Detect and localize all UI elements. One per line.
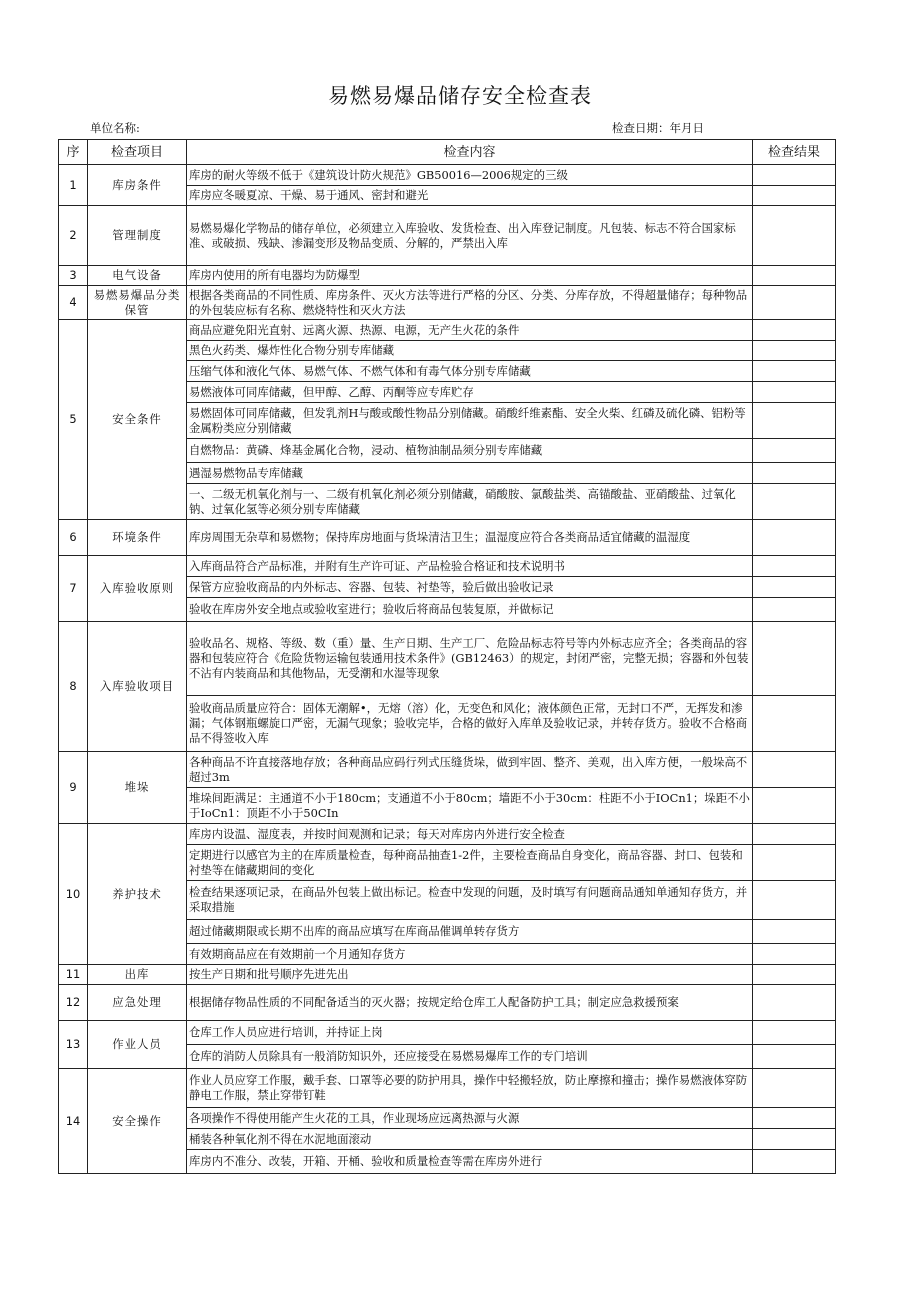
inspection-item: 养护技术 xyxy=(88,824,187,965)
section-number: 8 xyxy=(59,622,88,752)
section-number: 6 xyxy=(59,520,88,556)
section-number: 14 xyxy=(59,1069,88,1174)
inspection-item: 出库 xyxy=(88,965,187,985)
inspection-content: 易燃易爆化学物品的储存单位，必须建立入库验收、发货检查、出入库登记制度。凡包装、标志不符合国家标准、或破损、残缺、渗漏变形及物品变质、分解的，严禁出入库 xyxy=(187,206,753,266)
inspection-result-cell[interactable] xyxy=(753,320,836,341)
section-number: 2 xyxy=(59,206,88,266)
inspection-result-cell[interactable] xyxy=(753,1021,836,1045)
inspection-result-cell[interactable] xyxy=(753,696,836,752)
inspection-result-cell[interactable] xyxy=(753,1045,836,1069)
section-number: 3 xyxy=(59,266,88,286)
inspection-content: 入库商品符合产品标准，并附有生产许可证、产品检验合格证和技术说明书 xyxy=(187,556,753,577)
table-row xyxy=(59,622,836,696)
inspection-result-cell[interactable] xyxy=(753,881,836,920)
header-no: 序 xyxy=(59,140,88,165)
inspection-content: 遇湿易燃物品专库储藏 xyxy=(187,463,753,484)
inspection-content: 堆垛间距满足：主通道不小于180cm；支通道不小于80cm；墙距不小于30cm：柱距不小于IOCn1；垛距不小于IoCn1：顶距不小于50CIn xyxy=(187,788,753,824)
inspection-content: 按生产日期和批号顺序先进先出 xyxy=(187,965,753,985)
inspection-result-cell[interactable] xyxy=(753,186,836,206)
inspection-content: 验收在库房外安全地点或验收室进行；验收后将商品包装复原，并做标记 xyxy=(187,598,753,622)
inspection-result-cell[interactable] xyxy=(753,1150,836,1174)
header-row xyxy=(59,140,836,165)
inspection-result-cell[interactable] xyxy=(753,439,836,463)
table-row xyxy=(59,985,836,1021)
inspection-content: 库房周围无杂草和易燃物；保持库房地面与货垛清洁卫生；温湿度应符合各类商品适宜储藏的温湿度 xyxy=(187,520,753,556)
table-row xyxy=(59,556,836,577)
inspection-result-cell[interactable] xyxy=(753,622,836,696)
table-row xyxy=(59,752,836,788)
table-row xyxy=(59,320,836,341)
inspection-result-cell[interactable] xyxy=(753,1108,836,1129)
inspection-result-cell[interactable] xyxy=(753,577,836,598)
inspection-result-cell[interactable] xyxy=(753,382,836,403)
inspection-content: 超过储藏期限或长期不出库的商品应填写在库商品催调单转存货方 xyxy=(187,920,753,944)
inspection-result-cell[interactable] xyxy=(753,165,836,186)
inspection-content: 库房内设温、湿度表，并按时间观测和记录；每天对库房内外进行安全检查 xyxy=(187,824,753,845)
inspection-result-cell[interactable] xyxy=(753,824,836,845)
inspection-content: 定期进行以感官为主的在库质量检查，每种商品抽查1-2件，主要检查商品自身变化，商品容器、封口、包装和衬垫等在储藏期间的变化 xyxy=(187,845,753,881)
inspection-result-cell[interactable] xyxy=(753,556,836,577)
inspection-content: 商品应避免阳光直射、远离火源、热源、电源，无产生火花的条件 xyxy=(187,320,753,341)
page-title: 易燃易爆品储存安全检查表 xyxy=(328,84,592,108)
section-number: 10 xyxy=(59,824,88,965)
inspection-result-cell[interactable] xyxy=(753,1129,836,1150)
section-number: 5 xyxy=(59,320,88,520)
inspection-result-cell[interactable] xyxy=(753,361,836,382)
inspection-item: 安全操作 xyxy=(88,1069,187,1174)
header-content: 检查内容 xyxy=(187,140,753,165)
inspection-item: 作业人员 xyxy=(88,1021,187,1069)
inspection-result-cell[interactable] xyxy=(753,403,836,439)
inspection-result-cell[interactable] xyxy=(753,520,836,556)
inspection-result-cell[interactable] xyxy=(753,598,836,622)
section-number: 7 xyxy=(59,556,88,622)
inspection-content: 验收品名、规格、等级、数（重）量、生产日期、生产工厂、危险品标志符号等内外标志应齐全；各类商品的容器和包装应符合《危险货物运输包装通用技术条件》(GB12463）的规定，封闭严密，完整无损；容器和外包装不沾有内装商品和其他物品，无受潮和水湿等现象 xyxy=(187,622,753,696)
inspection-item: 库房条件 xyxy=(88,165,187,206)
inspection-content: 库房内不准分、改装，开箱、开桶、验收和质量检查等需在库房外进行 xyxy=(187,1150,753,1174)
inspection-content: 各项操作不得使用能产生火花的工具，作业现场应远离热源与火源 xyxy=(187,1108,753,1129)
inspection-result-cell[interactable] xyxy=(753,965,836,985)
table-row xyxy=(59,165,836,186)
inspection-content: 验收商品质量应符合：固体无潮解•，无熔（溶）化，无变色和风化；液体颜色正常，无封口不严，无挥发和渗漏；气体钢瓶螺旋口严密，无漏气现象；验收完毕，合格的做好入库单及验收记录，并转存货方。验收不合格商品不得签收入库 xyxy=(187,696,753,752)
inspection-content: 仓库的消防人员除具有一般消防知识外，还应接受在易燃易爆库工作的专门培训 xyxy=(187,1045,753,1069)
table-body xyxy=(59,165,836,1174)
inspection-result-cell[interactable] xyxy=(753,920,836,944)
section-number: 9 xyxy=(59,752,88,824)
table-row xyxy=(59,1021,836,1045)
inspection-item: 易燃易爆品分类保管 xyxy=(88,286,187,320)
inspection-content: 易燃固体可同库储藏，但发乳剂H与酸或酸性物品分别储藏。硝酸纤维素酯、安全火柴、红磷及硫化磷、铝粉等金属粉类应分别储藏 xyxy=(187,403,753,439)
inspection-item: 电气设备 xyxy=(88,266,187,286)
inspection-content: 易燃液体可同库储藏，但甲醇、乙醇、丙酮等应专库贮存 xyxy=(187,382,753,403)
inspection-content: 有效期商品应在有效期前一个月通知存货方 xyxy=(187,944,753,965)
inspection-item: 入库验收项目 xyxy=(88,622,187,752)
inspection-table xyxy=(58,139,836,1174)
inspection-content: 桶装各种氧化剂不得在水泥地面滚动 xyxy=(187,1129,753,1150)
table-row xyxy=(59,206,836,266)
inspection-result-cell[interactable] xyxy=(753,484,836,520)
inspection-content: 压缩气体和液化气体、易燃气体、不燃气体和有毒气体分别专库储藏 xyxy=(187,361,753,382)
inspection-content: 作业人员应穿工作服，戴手套、口罩等必要的防护用具，操作中轻搬轻放，防止摩擦和撞击；操作易燃液体穿防静电工作服，禁止穿带钉鞋 xyxy=(187,1069,753,1108)
inspection-content: 黑色火药类、爆炸性化合物分别专库储藏 xyxy=(187,341,753,361)
inspection-result-cell[interactable] xyxy=(753,985,836,1021)
inspection-content: 自燃物品：黄磷、烽基金属化合物，浸动、植物油制品须分别专库储藏 xyxy=(187,439,753,463)
inspection-date-label: 检查日期：年月日 xyxy=(612,121,704,135)
section-number: 11 xyxy=(59,965,88,985)
unit-name-label: 单位名称: xyxy=(90,121,140,135)
inspection-result-cell[interactable] xyxy=(753,1069,836,1108)
inspection-result-cell[interactable] xyxy=(753,206,836,266)
inspection-result-cell[interactable] xyxy=(753,286,836,320)
inspection-content: 各种商品不许直接落地存放；各种商品应码行列式压缝货垛，做到牢固、整齐、美观，出入库方便，一般垛高不超过3m xyxy=(187,752,753,788)
inspection-result-cell[interactable] xyxy=(753,845,836,881)
table-row xyxy=(59,286,836,320)
inspection-result-cell[interactable] xyxy=(753,266,836,286)
inspection-content: 库房的耐火等级不低于《建筑设计防火规范》GB50016—2006规定的三级 xyxy=(187,165,753,186)
inspection-content: 仓库工作人员应进行培训，并持证上岗 xyxy=(187,1021,753,1045)
inspection-item: 堆垛 xyxy=(88,752,187,824)
inspection-item: 环境条件 xyxy=(88,520,187,556)
inspection-item: 管理制度 xyxy=(88,206,187,266)
inspection-result-cell[interactable] xyxy=(753,752,836,788)
table-row xyxy=(59,824,836,845)
section-number: 13 xyxy=(59,1021,88,1069)
inspection-item: 安全条件 xyxy=(88,320,187,520)
table-row xyxy=(59,266,836,286)
header-result: 检查结果 xyxy=(753,140,836,165)
inspection-content: 根据储存物品性质的不同配备适当的灭火器；按规定给仓库工人配备防护工具；制定应急救援预案 xyxy=(187,985,753,1021)
table-row xyxy=(59,1069,836,1108)
table-row xyxy=(59,965,836,985)
inspection-item: 应急处理 xyxy=(88,985,187,1021)
header-item: 检查项目 xyxy=(88,140,187,165)
inspection-content: 保管方应验收商品的内外标志、容器、包装、衬垫等，验后做出验收记录 xyxy=(187,577,753,598)
inspection-content: 根据各类商品的不同性质、库房条件、灭火方法等进行严格的分区、分类、分库存放，不得超量储存；每种物品的外包装应标有名称、燃烧特性和灭火方法 xyxy=(187,286,753,320)
section-number: 12 xyxy=(59,985,88,1021)
inspection-result-cell[interactable] xyxy=(753,341,836,361)
section-number: 4 xyxy=(59,286,88,320)
inspection-content: 一、二级无机氧化剂与一、二级有机氧化剂必须分别储藏，硝酸胺、氯酸盐类、高锚酸盐、亚硝酸盐、过氧化钠、过氧化氢等必须分别专库储藏 xyxy=(187,484,753,520)
inspection-content: 库房内使用的所有电器均为防爆型 xyxy=(187,266,753,286)
inspection-result-cell[interactable] xyxy=(753,944,836,965)
inspection-result-cell[interactable] xyxy=(753,463,836,484)
inspection-result-cell[interactable] xyxy=(753,788,836,824)
section-number: 1 xyxy=(59,165,88,206)
table-row xyxy=(59,520,836,556)
inspection-content: 检查结果逐项记录，在商品外包装上做出标记。检查中发现的问题，及时填写有问题商品通知单通知存货方，并采取措施 xyxy=(187,881,753,920)
inspection-content: 库房应冬暖夏凉、干燥、易于通风、密封和避光 xyxy=(187,186,753,206)
inspection-item: 入库验收原则 xyxy=(88,556,187,622)
